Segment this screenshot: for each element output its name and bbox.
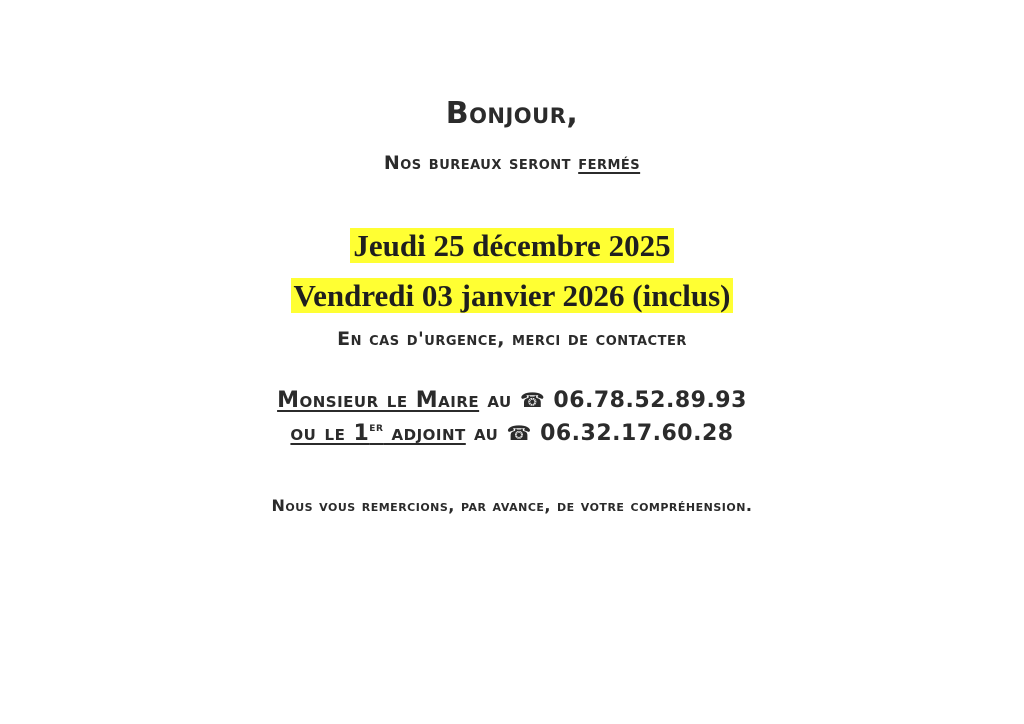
greeting-text: Bonjour,	[445, 96, 579, 131]
mayor-label: Monsieur le Maire	[277, 388, 480, 413]
mayor-connector: au	[487, 388, 512, 413]
deputy-contact	[0, 420, 1024, 446]
closure-prefix: Nos bureaux seront	[383, 152, 572, 174]
closure-date-1	[0, 228, 1024, 264]
mayor-phone: 06.78.52.89.93	[553, 388, 747, 413]
greeting-heading	[0, 96, 1024, 131]
closure-date-2-text: Vendredi 03 janvier 2026 (inclus)	[291, 278, 734, 313]
closure-notice	[0, 152, 1024, 174]
telephone-icon: ☎	[519, 388, 546, 412]
thanks-notice	[0, 496, 1024, 515]
deputy-label-pre: ou le 1	[290, 421, 370, 446]
thanks-text: Nous vous remercions, par avance, de votre compréhension.	[271, 496, 753, 515]
mayor-contact	[0, 388, 1024, 413]
closure-date-1-text: Jeudi 25 décembre 2025	[350, 228, 673, 263]
deputy-label	[290, 421, 465, 446]
telephone-icon: ☎	[506, 421, 532, 445]
urgency-notice	[0, 328, 1024, 350]
deputy-phone: 06.32.17.60.28	[540, 421, 734, 446]
deputy-label-post: adjoint	[383, 421, 466, 446]
deputy-connector: au	[473, 421, 499, 446]
closure-date-2	[0, 278, 1024, 314]
closure-emphasis: fermés	[578, 152, 641, 174]
deputy-label-sup: er	[369, 420, 384, 435]
urgency-text: En cas d'urgence, merci de contacter	[337, 328, 687, 350]
